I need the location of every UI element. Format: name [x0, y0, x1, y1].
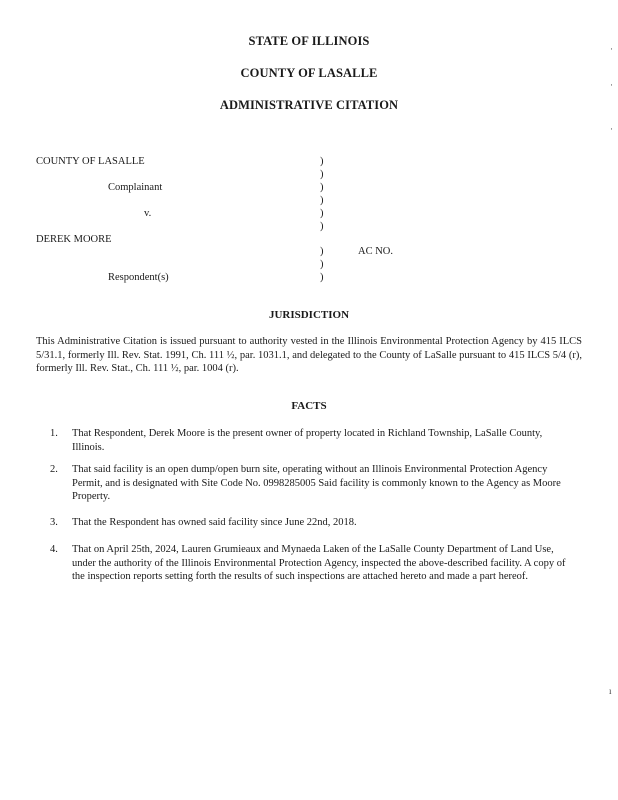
complainant-name: COUNTY OF LASALLE — [36, 156, 145, 167]
caption-paren: ) — [320, 195, 324, 206]
margin-mark: ı — [609, 686, 612, 696]
case-number-label: AC NO. — [358, 246, 394, 257]
caption-paren: ) — [320, 208, 324, 219]
fact-text: That the Respondent has owned said facility since June 22nd, 2018. — [72, 517, 357, 528]
caption-paren: ) — [320, 221, 324, 232]
caption-paren: ) — [320, 169, 324, 180]
case-caption — [0, 0, 618, 290]
state-heading: STATE OF ILLINOIS — [248, 34, 370, 48]
complainant-role: Complainant — [108, 182, 163, 193]
margin-mark: · — [610, 124, 613, 134]
caption-paren: ) — [320, 182, 324, 193]
fact-text: That Respondent, Derek Moore is the present owner of property located in Richland Township, LaSalle County, Illinois. — [72, 428, 543, 453]
margin-mark: · — [610, 80, 613, 90]
fact-text: That said facility is an open dump/open burn site, operating without an Illinois Environmental Protection Agency Permit, and is designated with Site Code No. 0998285005 Said facility is commonly known to the Agency as Moore Property. — [72, 464, 561, 502]
versus-label: v. — [144, 208, 152, 219]
jurisdiction-paragraph: This Administrative Citation is issued pursuant to authority vested in the Illinois Environmental Protection Agency by 415 ILCS 5/31.1, formerly Ill. Rev. Stat. 1991, Ch. 111 ½, par. 1031.1, and delegated to the County of LaSalle pursuant to 415 ILCS 5/4 (r), formerly Ill. Rev. Stat., Ch. 111 ½, par. 1004 (r). — [36, 336, 582, 374]
caption-paren: ) — [320, 259, 324, 270]
county-heading: COUNTY OF LASALLE — [240, 66, 378, 80]
respondent-role: Respondent(s) — [108, 272, 169, 283]
fact-number: 2. — [50, 464, 58, 475]
fact-text: That on April 25th, 2024, Lauren Grumieaux and Mynaeda Laken of the LaSalle County Department of Land Use, under the authority of the Illinois Environmental Protection Agency, inspected the above-described facility. A copy of the inspection reports setting forth the results of such inspections are attached hereto and made a part hereof. — [72, 544, 566, 582]
caption-paren: ) — [320, 246, 324, 257]
facts-heading: FACTS — [291, 400, 327, 412]
caption-paren: ) — [320, 272, 324, 283]
fact-number: 4. — [50, 544, 58, 555]
jurisdiction-heading: JURISDICTION — [268, 309, 350, 321]
respondent-name: DEREK MOORE — [36, 234, 112, 245]
fact-number: 1. — [50, 428, 58, 439]
margin-mark: · — [610, 44, 613, 54]
fact-number: 3. — [50, 517, 58, 528]
document-title: ADMINISTRATIVE CITATION — [219, 98, 399, 112]
caption-paren: ) — [320, 156, 324, 167]
